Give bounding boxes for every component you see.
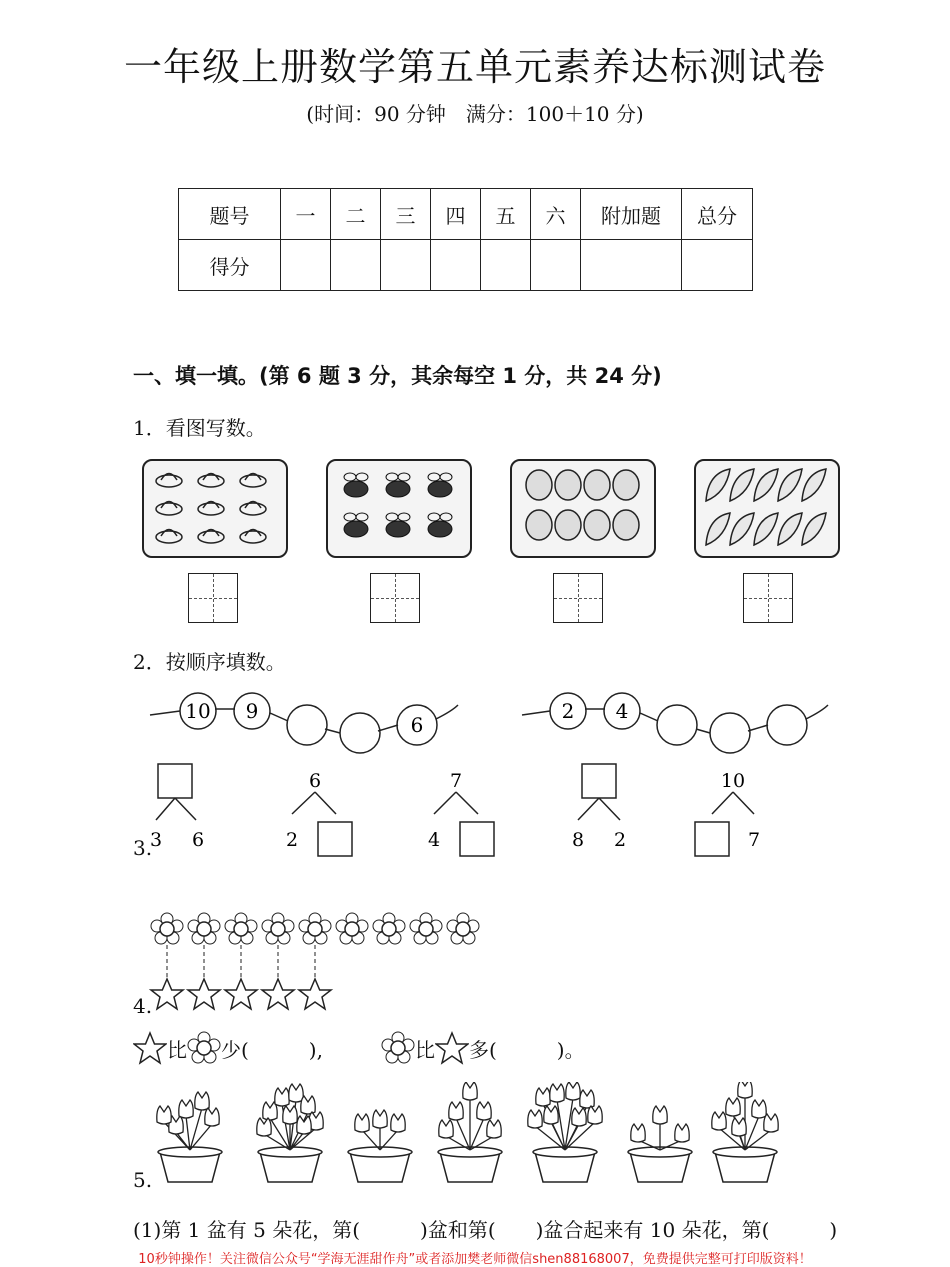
chain-number: 6 xyxy=(410,713,424,737)
flower-icon xyxy=(299,913,331,944)
bond-part: 7 xyxy=(747,829,761,851)
answer-box-leaves[interactable] xyxy=(743,573,793,623)
chain-number: 2 xyxy=(561,699,575,723)
q4-text: 比 xyxy=(414,1037,435,1062)
table-cell: 题号 xyxy=(179,189,281,240)
bond-answer-box xyxy=(582,764,616,798)
flower-icon xyxy=(188,913,220,944)
bond-part: 3 xyxy=(149,829,163,851)
bond-total: 10 xyxy=(720,770,746,792)
table-cell: 四 xyxy=(431,189,481,240)
question-3-label: 3. xyxy=(133,836,153,860)
flower-icon xyxy=(262,913,294,944)
exam-info: (时间：90 分钟 满分：100＋10 分) xyxy=(306,102,644,126)
table-cell: 六 xyxy=(531,189,581,240)
star-icon xyxy=(188,979,220,1009)
number-chains xyxy=(140,685,840,765)
score-input-cell[interactable] xyxy=(682,240,753,291)
star-icon xyxy=(151,979,183,1009)
bond-total: 6 xyxy=(308,770,322,792)
table-cell: 附加题 xyxy=(581,189,682,240)
table-cell: 五 xyxy=(481,189,531,240)
q5-subquestion-1[interactable]: (1)第 1 盆有 5 朵花，第( )盆和第( )盆合起来有 10 朵花，第( ) xyxy=(133,1218,838,1242)
score-input-cell[interactable] xyxy=(431,240,481,291)
flower-icon xyxy=(336,913,368,944)
star-icon xyxy=(299,979,331,1009)
chain-circle xyxy=(287,705,327,745)
table-cell: 总分 xyxy=(682,189,753,240)
balloon-icons xyxy=(512,461,654,556)
bond-answer-box xyxy=(318,822,352,856)
bond-part: 4 xyxy=(427,829,441,851)
flower-icon xyxy=(151,913,183,944)
bee-icons xyxy=(328,461,470,556)
score-input-cell[interactable] xyxy=(331,240,381,291)
balloons-picture xyxy=(510,459,656,558)
chain-circle xyxy=(340,713,380,753)
flower-icon xyxy=(187,1031,221,1065)
flowers-stars-picture xyxy=(145,905,485,1015)
bond-part: 6 xyxy=(191,829,205,851)
leaves-picture xyxy=(694,459,840,558)
chain-circle xyxy=(767,705,807,745)
bond-answer-box xyxy=(460,822,494,856)
flower-pots-picture xyxy=(145,1082,795,1192)
hat-icons xyxy=(144,461,286,556)
bond-total: 7 xyxy=(449,770,463,792)
score-table-header-row xyxy=(179,189,753,240)
question-2-label: 2．按顺序填数。 xyxy=(133,650,286,674)
flower-icon xyxy=(381,1031,415,1065)
star-icon xyxy=(262,979,294,1009)
q4-blank-more[interactable]: 多( )。 xyxy=(468,1037,585,1062)
bond-part: 2 xyxy=(613,829,627,851)
bond-answer-box xyxy=(158,764,192,798)
answer-box-hats[interactable] xyxy=(188,573,238,623)
question-4-label: 4. xyxy=(133,994,153,1018)
star-icon xyxy=(435,1031,469,1065)
score-input-cell[interactable] xyxy=(381,240,431,291)
star-icon xyxy=(133,1031,167,1065)
page-title: 一年级上册数学第五单元素养达标测试卷 xyxy=(123,45,826,89)
bees-picture xyxy=(326,459,472,558)
bond-part: 2 xyxy=(285,829,299,851)
score-input-cell[interactable] xyxy=(581,240,682,291)
flower-icon xyxy=(410,913,442,944)
score-table xyxy=(178,188,753,291)
q4-text: 比 xyxy=(167,1037,187,1062)
hats-picture xyxy=(142,459,288,558)
number-bonds xyxy=(140,762,780,862)
flower-icon xyxy=(373,913,405,944)
q4-blank-fewer[interactable]: 少( ), xyxy=(221,1037,323,1062)
score-input-cell[interactable] xyxy=(481,240,531,291)
score-table-score-row xyxy=(179,240,753,291)
promo-footer: 10秒钟操作！关注微信公众号“学海无涯甜作舟”或者添加樊老师微信shen88168007，免费提供完整可打印版资料！ xyxy=(138,1252,812,1267)
flower-icon xyxy=(225,913,257,944)
answer-box-balloons[interactable] xyxy=(553,573,603,623)
bond-part: 8 xyxy=(571,829,585,851)
bond-answer-box xyxy=(695,822,729,856)
leaf-icons xyxy=(696,461,838,556)
flower-icon xyxy=(447,913,479,944)
table-cell: 三 xyxy=(381,189,431,240)
answer-box-bees[interactable] xyxy=(370,573,420,623)
q4-comparison-line xyxy=(133,1030,585,1066)
star-icon xyxy=(225,979,257,1009)
section-heading: 一、填一填。(第 6 题 3 分，其余每空 1 分，共 24 分) xyxy=(133,364,662,388)
chain-number: 10 xyxy=(185,699,211,723)
table-cell: 一 xyxy=(281,189,331,240)
score-input-cell[interactable] xyxy=(531,240,581,291)
table-cell: 二 xyxy=(331,189,381,240)
score-input-cell[interactable] xyxy=(281,240,331,291)
chain-circle xyxy=(710,713,750,753)
table-cell: 得分 xyxy=(179,240,281,291)
question-1-label: 1．看图写数。 xyxy=(133,416,266,440)
chain-circle xyxy=(657,705,697,745)
chain-number: 9 xyxy=(245,699,259,723)
chain-number: 4 xyxy=(615,699,629,723)
question-5-label: 5. xyxy=(133,1168,153,1192)
